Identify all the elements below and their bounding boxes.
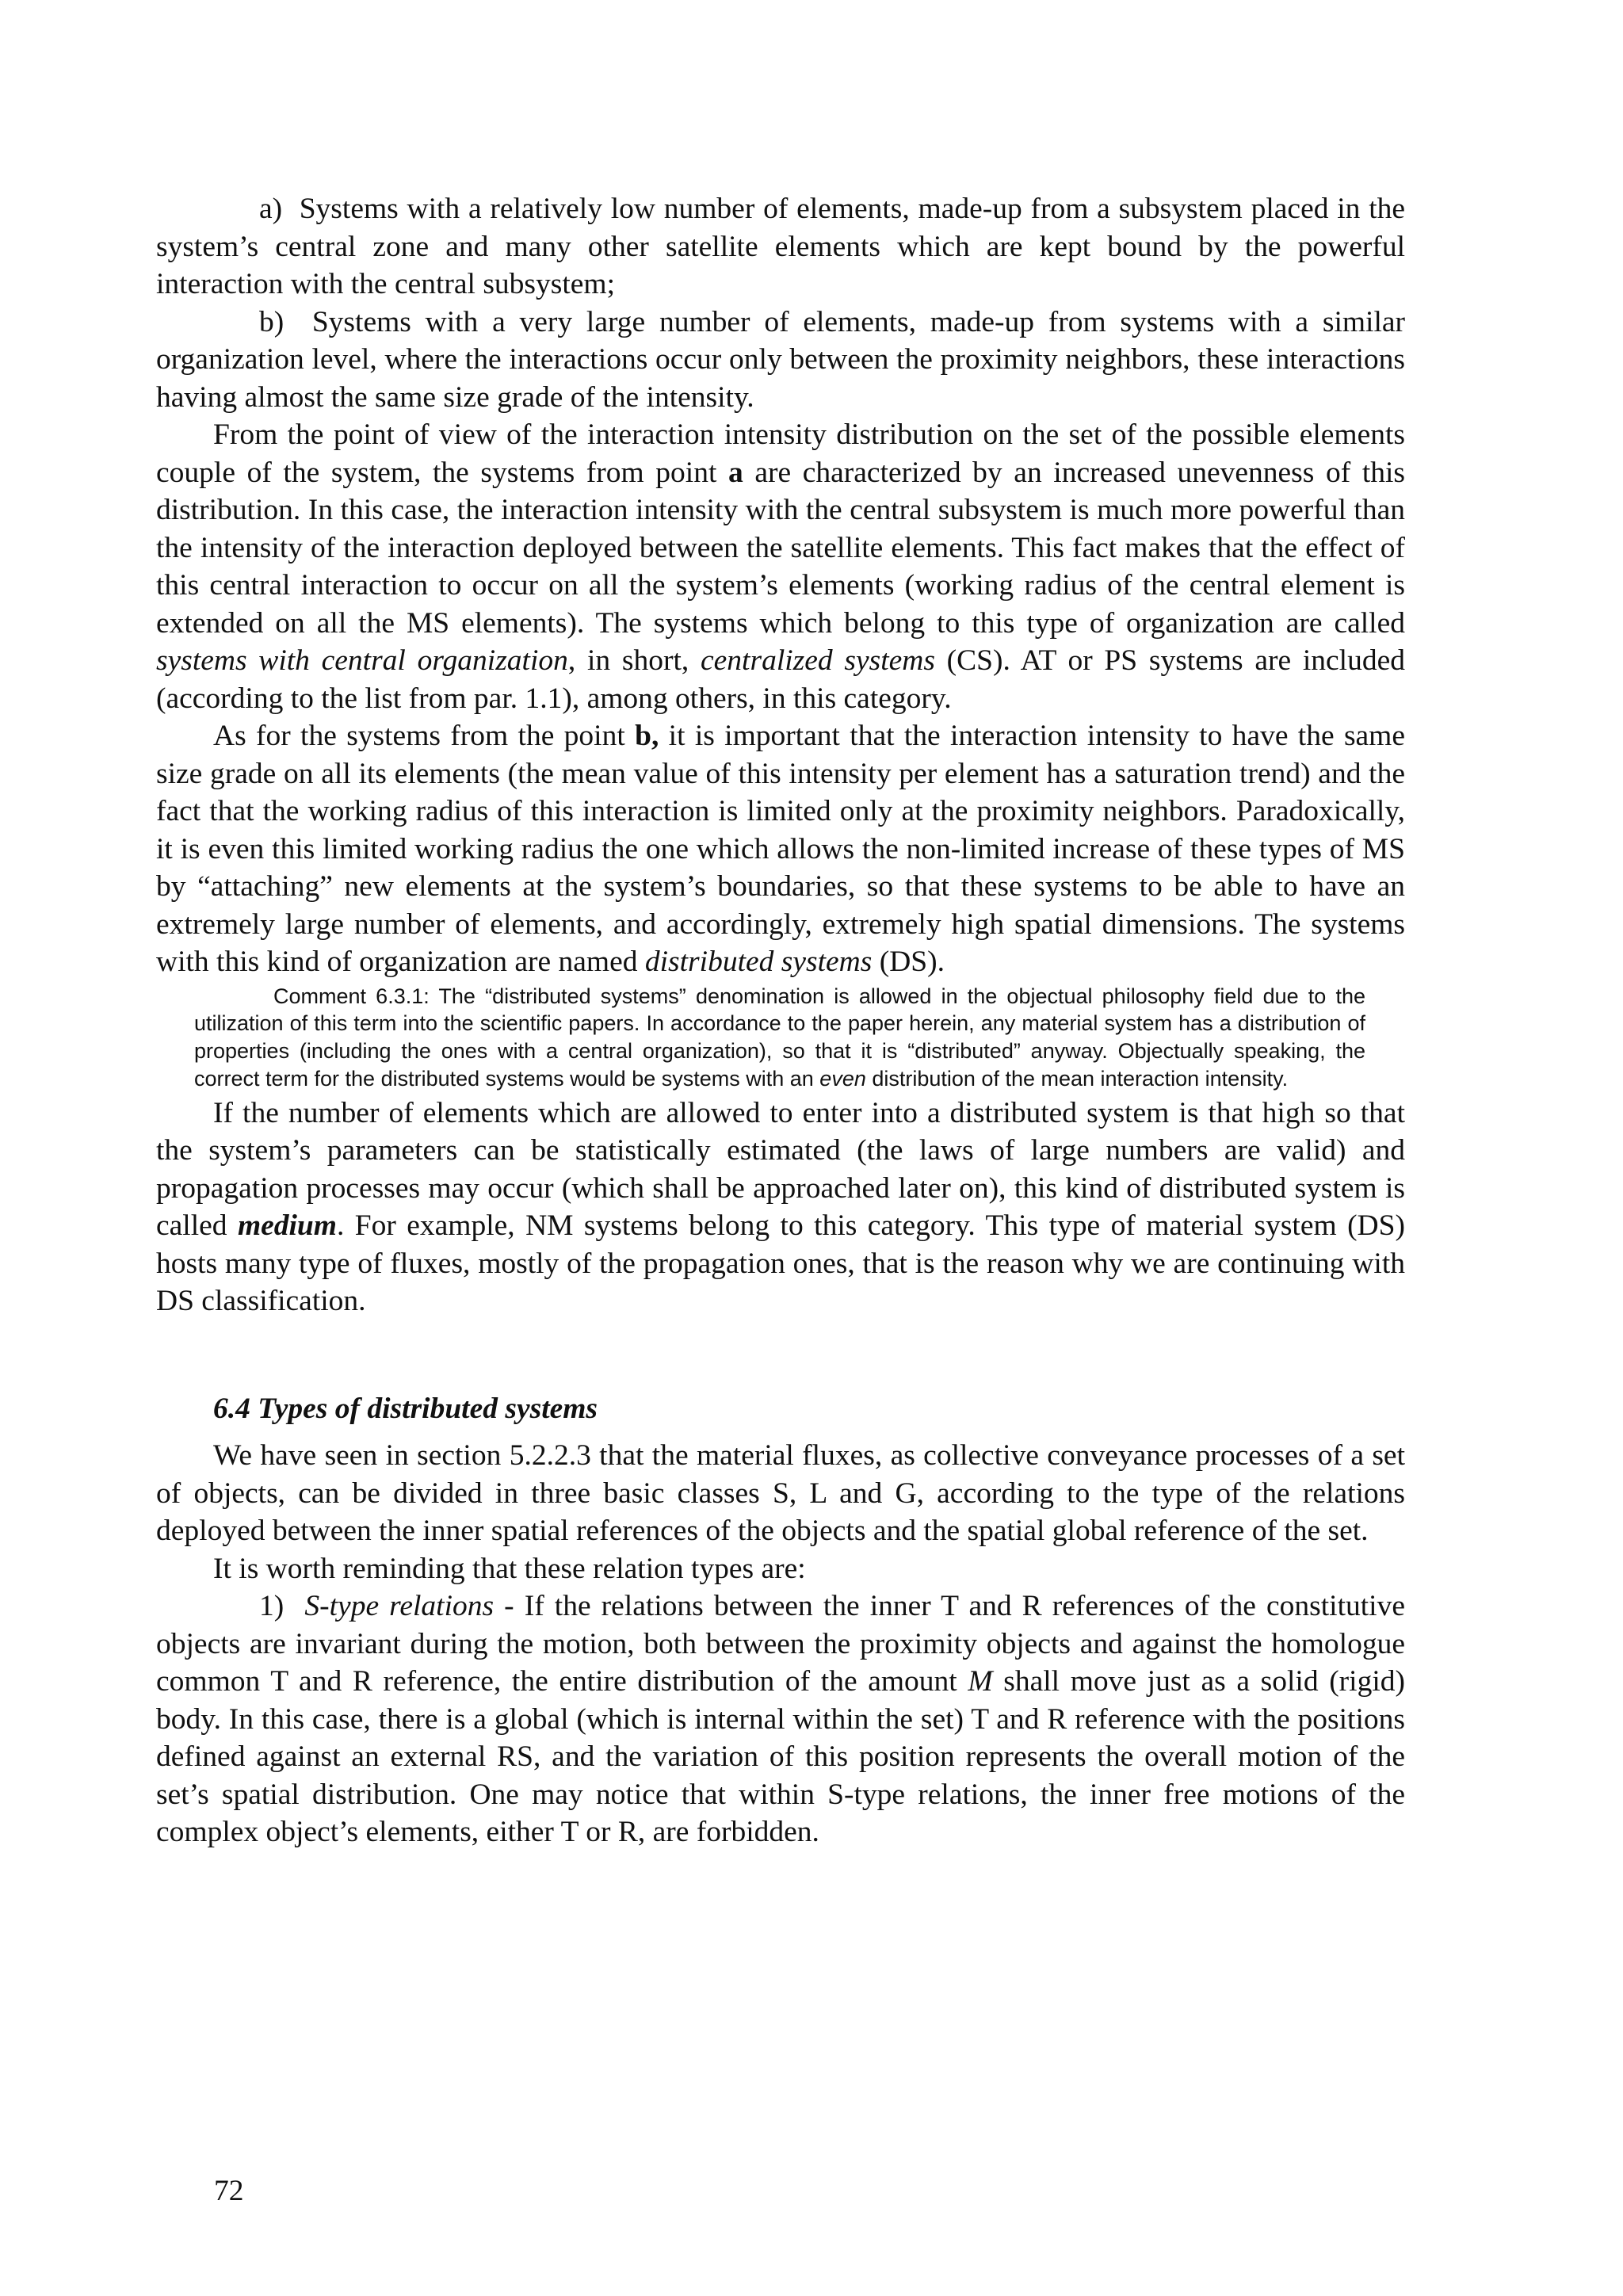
text-run: As for the systems from the point [213, 720, 636, 752]
italic-term: S-type relations [304, 1590, 495, 1623]
italic-term: systems with central organization [156, 644, 568, 677]
list-item-text: Systems with a relatively low number of elements, made-up from a subsystem placed in the system’s central zone and many other satellite elements which are kept bound by the powerful interaction with the central subsystem; [156, 193, 1406, 300]
text-run: shall move just as a solid (rigid) body. In this case, there is a global (which is internal within the set) T and R reference with the positions defined against an external RS, and the variation of this position represents the overall motion of the set’s spatial distribution. One may notice that within S-type relations, the inner free motions of the complex object’s elements, either T or R, are forbidden. [156, 1665, 1405, 1849]
paragraph-material-fluxes: We have seen in section 5.2.2.3 that the material fluxes, as collective conveyance processes of a set of objects, can be divided in three basic classes S, L and G, according to the type of the relations deployed between the inner spatial references of the objects and the spatial global reference of the set. [156, 1439, 1405, 1548]
text-run: . For example, NM systems belong to this category. This type of material system (DS) hosts many type of fluxes, mostly of the propagation ones, that is the reason why we are continuing with DS classification. [156, 1209, 1405, 1318]
italic-term: centralized systems [701, 644, 935, 677]
bold-italic-term: medium [237, 1209, 337, 1243]
italic-term: M [968, 1665, 993, 1698]
text-run: it is important that the interaction intensity to have the same size grade on all its elements (the mean value of this intensity per element has a saturation trend) and the fact that the working radius of this interaction is limited only at the proximity neighbors. Paradoxically, it is even this limited working radius the one which allows the non-limited increase of these types of MS by “attaching” new elements at the system’s boundaries, so that these systems to be able to have an extremely large number of elements, and accordingly, extremely high spatial dimensions. The systems with this kind of organization are named [156, 720, 1405, 978]
bold-term: a [728, 456, 743, 489]
text-run: distribution of the mean interaction intensity. [865, 1066, 1289, 1091]
italic-term: even [819, 1066, 866, 1091]
list-item-label: a) [259, 193, 283, 225]
comment-6-3-1 [194, 983, 1365, 1093]
section-spacer [156, 1320, 1405, 1358]
list-item-label: b) [259, 305, 285, 338]
text-run: are characterized by an increased unevenness of this distribution. In this case, the interaction intensity with the central subsystem is much more powerful than the intensity of the interaction deployed between the satellite elements. This fact makes that the effect of this central interaction to occur on all the system’s elements (working radius of the central element is extended on all the MS elements). The systems which belong to this type of organization are called [156, 456, 1405, 640]
page-body [156, 190, 1405, 1851]
paragraph-relation-types: It is worth reminding that these relation types are: [213, 1552, 806, 1585]
text-run: (DS). [872, 946, 945, 978]
page-number: 72 [214, 2175, 244, 2207]
paragraph-medium [156, 1095, 1405, 1320]
paragraph-centralized-systems [156, 416, 1405, 717]
italic-term: distributed systems [644, 946, 873, 978]
paragraph-distributed-systems [156, 717, 1405, 981]
text-run: Comment 6.3.1: The “distributed systems” denomination is allowed in the objectual philosophy field due to the utilization of this term into the scientific papers. In accordance to the paper herein, any material system has a distribution of properties (including the ones with a central organization), so that it is “distributed” anyway. Objectually speaking, the correct term for the distributed systems would be systems with an [194, 984, 1365, 1091]
text-run: If the number of elements which are allowed to enter into a distributed system is that high so that the system’s parameters can be statistically estimated (the laws of large numbers are valid) and propagation processes may occur (which shall be approached later on), this kind of distributed system is called [156, 1096, 1405, 1243]
text-run: , in short, [567, 644, 701, 677]
list-item-b [156, 304, 1405, 417]
text-run: - If the relations between the inner T and R references of the constitutive objects are invariant during the motion, both between the proximity objects and against the homologue common T and R reference, the entire distribution of the amount [156, 1590, 1405, 1698]
list-item-label: 1) [259, 1590, 285, 1623]
list-item-1 [156, 1587, 1405, 1851]
list-item-a [156, 190, 1405, 304]
text-run: From the point of view of the interaction intensity distribution on the set of the possible elements couple of the system, the systems from point [156, 418, 1405, 489]
list-item-text: Systems with a very large number of elements, made-up from systems with a similar organization level, where the interactions occur only between the proximity neighbors, these interactions having almost the same size grade of the intensity. [156, 305, 1406, 414]
section-heading: 6.4 Types of distributed systems [213, 1392, 598, 1425]
text-run: (CS). AT or PS systems are included (according to the list from par. 1.1), among others, in this category. [156, 644, 1405, 715]
bold-term: b, [635, 720, 659, 752]
